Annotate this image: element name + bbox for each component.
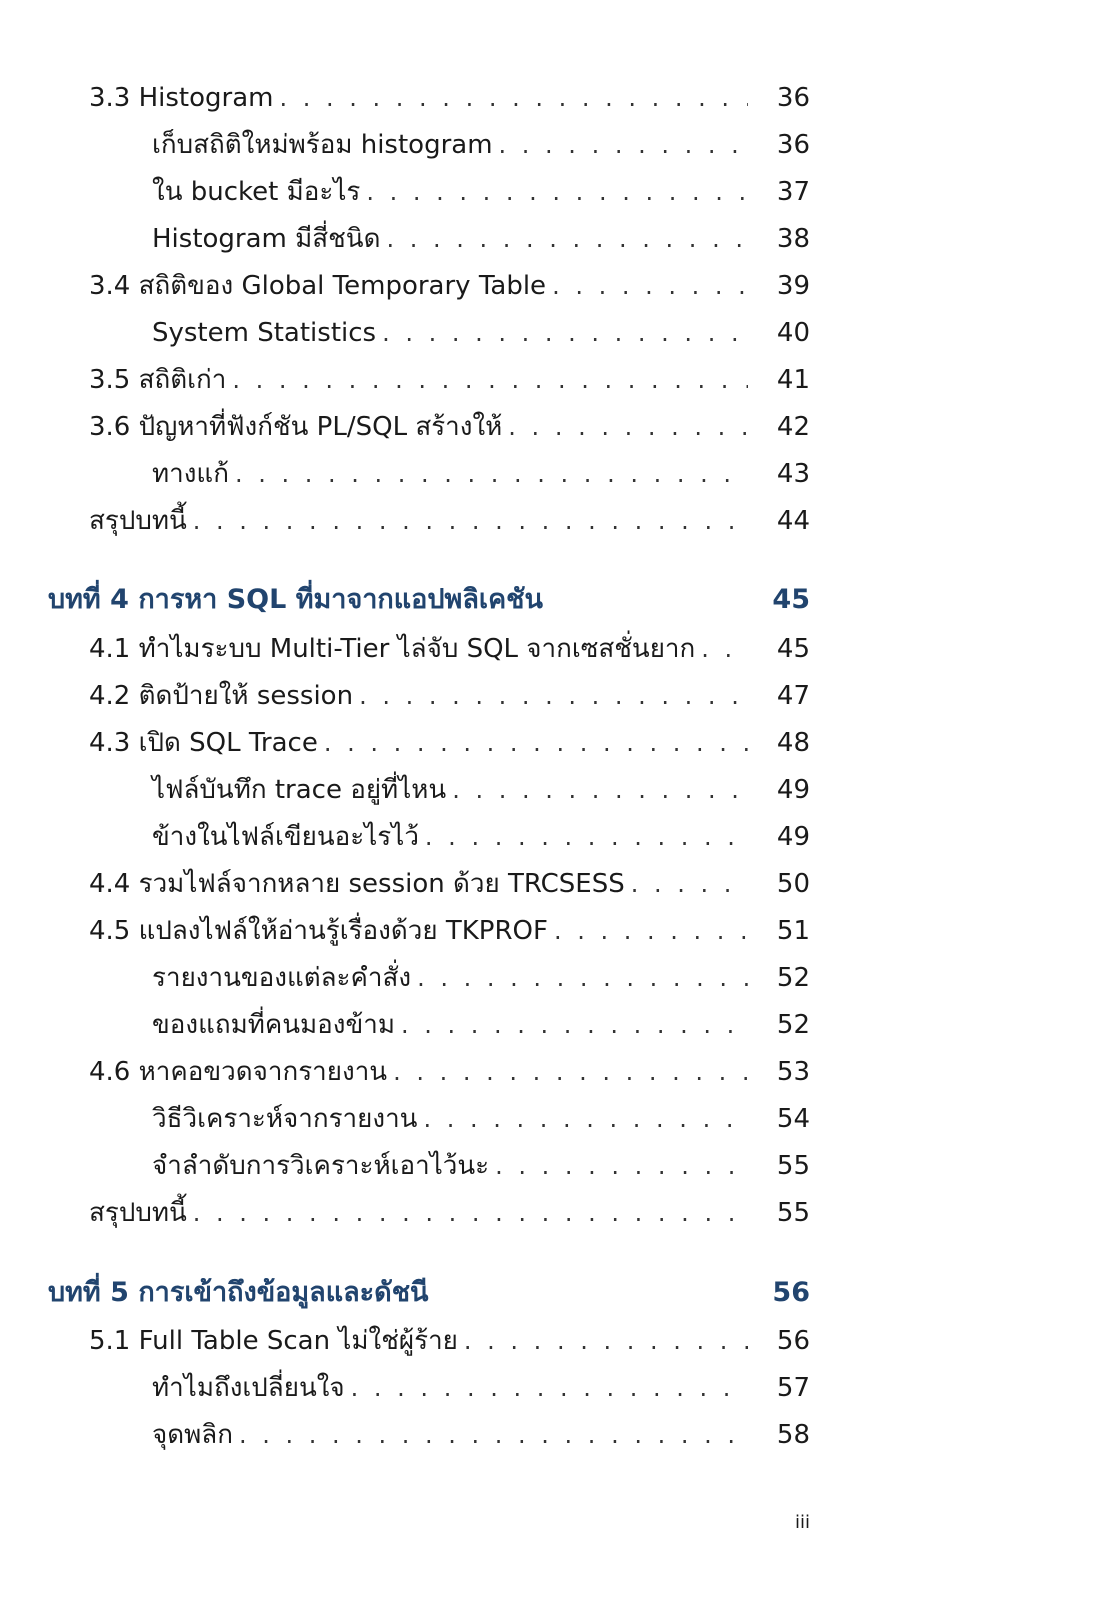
- toc-entry-page: 49: [776, 822, 810, 852]
- toc-entry-title: 4.3 เปิด SQL Trace: [89, 728, 318, 758]
- dot-leader: [701, 629, 748, 669]
- toc-entry-title: Histogram มีสี่ชนิด: [152, 224, 381, 254]
- toc-entry[interactable]: [89, 78, 810, 118]
- dot-leader: [552, 266, 748, 306]
- chapter-heading[interactable]: [48, 580, 810, 620]
- toc-entry-title: 3.3 Histogram: [89, 83, 274, 113]
- toc-entry[interactable]: [89, 864, 810, 904]
- chapter-title: บทที่ 5 การเข้าถึงข้อมูลและดัชนี: [48, 1277, 429, 1308]
- toc-entry[interactable]: [152, 172, 810, 212]
- toc-entry[interactable]: [152, 1005, 810, 1045]
- dot-leader: [324, 723, 748, 763]
- dot-leader: [366, 172, 748, 212]
- toc-entry-title: รายงานของแต่ละคำสั่ง: [152, 963, 412, 993]
- chapter-page: 56: [772, 1277, 810, 1308]
- toc-entry-title: ใน bucket มีอะไร: [152, 177, 361, 207]
- dot-leader: [359, 676, 748, 716]
- dot-leader: [193, 501, 748, 541]
- toc-entry[interactable]: [152, 1099, 810, 1139]
- toc-entry[interactable]: [152, 1415, 810, 1455]
- toc-entry[interactable]: [152, 219, 810, 259]
- page-number: iii: [794, 1512, 810, 1533]
- toc-entry-title: จำลำดับการวิเคราะห์เอาไว้นะ: [152, 1151, 490, 1181]
- toc-entry[interactable]: [89, 723, 810, 763]
- dot-leader: [193, 1193, 748, 1233]
- toc-entry-page: 55: [776, 1198, 810, 1228]
- dot-leader: [351, 1368, 748, 1408]
- toc-entry-page: 45: [776, 634, 810, 664]
- toc-entry-page: 49: [776, 775, 810, 805]
- toc-entry-page: 50: [776, 869, 810, 899]
- toc-entry-page: 48: [776, 728, 810, 758]
- toc-entry-page: 47: [776, 681, 810, 711]
- toc-entry-title: 5.1 Full Table Scan ไม่ใช่ผู้ร้าย: [89, 1326, 458, 1356]
- chapter-heading[interactable]: [48, 1273, 810, 1313]
- dot-leader: [508, 407, 748, 447]
- toc-entry[interactable]: [152, 817, 810, 857]
- toc-entry-page: 44: [776, 506, 810, 536]
- toc-entry-title: ข้างในไฟล์เขียนอะไรไว้: [152, 822, 419, 852]
- dot-leader: [425, 817, 748, 857]
- toc-entry-page: 55: [776, 1151, 810, 1181]
- dot-leader: [554, 911, 748, 951]
- toc-entry-title: 3.4 สถิติของ Global Temporary Table: [89, 271, 547, 301]
- toc-entry-page: 37: [776, 177, 810, 207]
- toc-entry[interactable]: [89, 360, 810, 400]
- dot-leader: [417, 958, 748, 998]
- dot-leader: [393, 1052, 748, 1092]
- toc-entry-page: 52: [776, 963, 810, 993]
- toc-entry-title: ของแถมที่คนมองข้าม: [152, 1010, 395, 1040]
- toc-entry-title: สรุปบทนี้: [89, 1198, 187, 1228]
- toc-entry[interactable]: [89, 629, 810, 669]
- toc-entry-page: 36: [776, 83, 810, 113]
- toc-entry-title: 4.5 แปลงไฟล์ให้อ่านรู้เรื่องด้วย TKPROF: [89, 916, 548, 946]
- toc-entry-title: 4.1 ทำไมระบบ Multi-Tier ไล่จับ SQL จากเซสชั่นยาก: [89, 634, 696, 664]
- dot-leader: [452, 770, 748, 810]
- dot-leader: [464, 1321, 748, 1361]
- toc-entry-page: 43: [776, 459, 810, 489]
- dot-leader: [631, 864, 748, 904]
- dot-leader: [232, 360, 748, 400]
- dot-leader: [401, 1005, 748, 1045]
- toc-entry[interactable]: [152, 1368, 810, 1408]
- dot-leader: [495, 1146, 748, 1186]
- toc-entry-page: 58: [776, 1420, 810, 1450]
- toc-entry-title: ทำไมถึงเปลี่ยนใจ: [152, 1373, 345, 1403]
- toc-entry-title: 4.4 รวมไฟล์จากหลาย session ด้วย TRCSESS: [89, 869, 625, 899]
- toc-entry[interactable]: [152, 1146, 810, 1186]
- toc-entry[interactable]: [89, 676, 810, 716]
- toc-entry-page: 38: [776, 224, 810, 254]
- dot-leader: [382, 313, 748, 353]
- toc-entry-page: 54: [776, 1104, 810, 1134]
- toc-entry[interactable]: [152, 958, 810, 998]
- toc-entry[interactable]: [152, 770, 810, 810]
- toc-entry[interactable]: [89, 1052, 810, 1092]
- dot-leader: [499, 125, 748, 165]
- toc-entry-page: 57: [776, 1373, 810, 1403]
- toc-entry[interactable]: [89, 266, 810, 306]
- toc-entry-page: 53: [776, 1057, 810, 1087]
- toc-entry-title: 3.5 สถิติเก่า: [89, 365, 227, 395]
- toc-entry-title: สรุปบทนี้: [89, 506, 187, 536]
- toc-entry[interactable]: [152, 313, 810, 353]
- toc-entry[interactable]: [89, 407, 810, 447]
- toc-entry[interactable]: [89, 501, 810, 541]
- toc-entry-page: 56: [776, 1326, 810, 1356]
- toc-entry[interactable]: [89, 1193, 810, 1233]
- toc-entry-title: เก็บสถิติใหม่พร้อม histogram: [152, 130, 493, 160]
- toc-entry-title: 3.6 ปัญหาที่ฟังก์ชัน PL/SQL สร้างให้: [89, 412, 503, 442]
- toc-entry-title: ทางแก้: [152, 459, 229, 489]
- chapter-page: 45: [772, 584, 810, 615]
- toc-entry-page: 42: [776, 412, 810, 442]
- toc-entry[interactable]: [152, 125, 810, 165]
- toc-entry-title: วิธีวิเคราะห์จากรายงาน: [152, 1104, 418, 1134]
- dot-leader: [386, 219, 748, 259]
- toc-entry-title: 4.6 หาคอขวดจากรายงาน: [89, 1057, 388, 1087]
- toc-entry[interactable]: [89, 1321, 810, 1361]
- dot-leader: [280, 78, 749, 118]
- toc-entry-page: 39: [776, 271, 810, 301]
- chapter-title: บทที่ 4 การหา SQL ที่มาจากแอปพลิเคชัน: [48, 584, 543, 615]
- toc-entry-title: ไฟล์บันทึก trace อยู่ที่ไหน: [152, 775, 447, 805]
- dot-leader: [239, 1415, 748, 1455]
- toc-entry-title: System Statistics: [152, 318, 377, 348]
- toc-entry[interactable]: [152, 454, 810, 494]
- toc-entry-page: 41: [776, 365, 810, 395]
- toc-entry-page: 51: [776, 916, 810, 946]
- toc-entry-page: 40: [776, 318, 810, 348]
- dot-leader: [423, 1099, 748, 1139]
- toc-entry-title: จุดพลิก: [152, 1420, 233, 1450]
- toc-entry-page: 52: [776, 1010, 810, 1040]
- toc-entry-page: 36: [776, 130, 810, 160]
- toc-entry[interactable]: [89, 911, 810, 951]
- toc-entry-title: 4.2 ติดป้ายให้ session: [89, 681, 354, 711]
- dot-leader: [235, 454, 748, 494]
